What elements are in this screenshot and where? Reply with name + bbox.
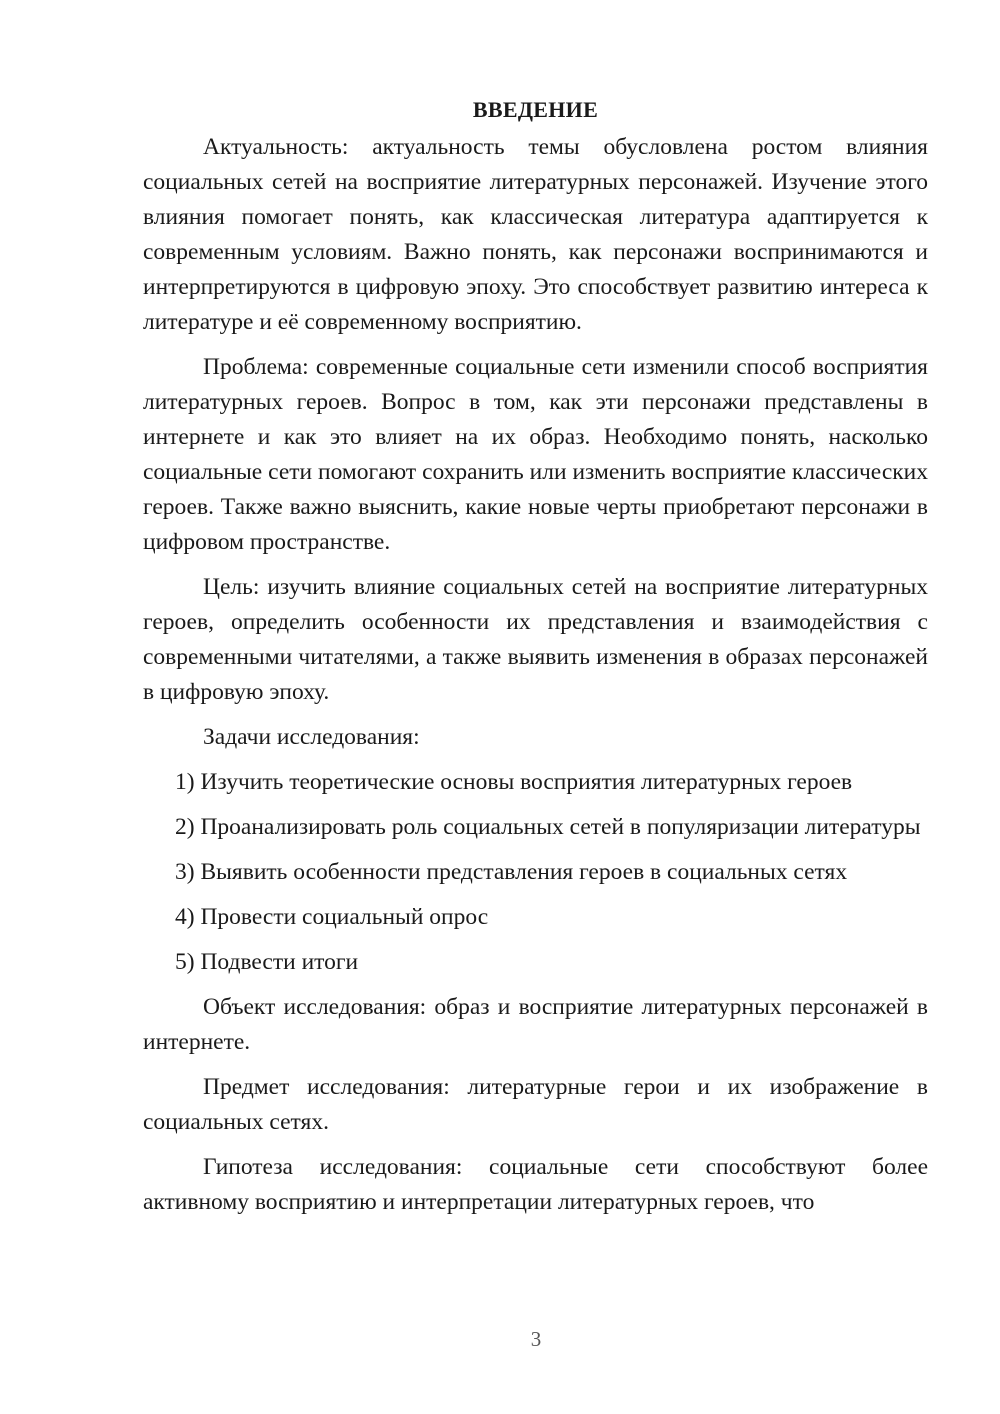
task-item-3: 3) Выявить особенности представления героев в социальных сетях <box>175 859 848 885</box>
tasks-heading: Задачи исследования: <box>203 724 420 750</box>
section-title: ВВЕДЕНИЕ <box>472 97 599 122</box>
paragraph-goal: Цель: изучить влияние социальных сетей на восприятие литературных героев, определить особенности их представления и взаимодействия с современными читателями, а также выявить изменения в образах персонажей в цифровую эпоху. <box>143 574 928 705</box>
paragraph-hypothesis: Гипотеза исследования: социальные сети способствуют более активному восприятию и интерпретации литературных героев, что <box>143 1154 928 1215</box>
task-item-2: 2) Проанализировать роль социальных сетей в популяризации литературы <box>175 814 921 840</box>
document-page <box>143 92 928 1230</box>
page-number: 3 <box>530 1327 542 1351</box>
paragraph-problem: Проблема: современные социальные сети изменили способ восприятия литературных героев. Вопрос в том, как эти персонажи представлены в интернете и как это влияет на их образ. Необходимо понять, насколько социальные сети помогают сохранить или изменить восприятие классических героев. Также важно выяснить, какие новые черты приобретают персонажи в цифровом пространстве. <box>143 354 928 555</box>
paragraph-subject: Предмет исследования: литературные герои и их изображение в социальных сетях. <box>143 1074 928 1135</box>
task-item-4: 4) Провести социальный опрос <box>175 904 489 930</box>
task-item-5: 5) Подвести итоги <box>175 949 359 975</box>
paragraph-object: Объект исследования: образ и восприятие литературных персонажей в интернете. <box>143 994 928 1055</box>
paragraph-relevance: Актуальность: актуальность темы обусловлена ростом влияния социальных сетей на восприятие литературных персонажей. Изучение этого влияния помогает понять, как классическая литература адаптируется к современным условиям. Важно понять, как персонажи воспринимаются и интерпретируются в цифровую эпоху. Это способствует развитию интереса к литературе и её современному восприятию. <box>143 134 928 335</box>
task-item-1: 1) Изучить теоретические основы восприятия литературных героев <box>175 769 853 795</box>
